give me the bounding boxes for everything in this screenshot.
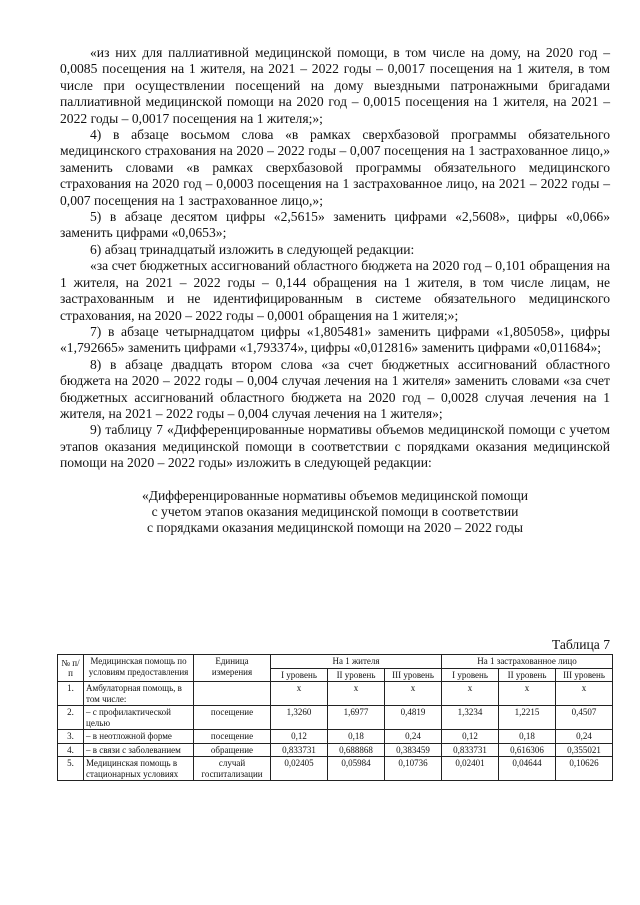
header-per-resident: На 1 жителя [271,655,442,669]
table-title-line: с учетом этапов оказания медицинской помощи в соответствии [151,503,519,519]
header-conditions: Медицинская помощь по условиям предоставления [84,655,194,682]
cell-value: 0,10736 [385,757,442,781]
cell-conditions: – в связи с заболеванием [84,743,194,757]
cell-value: 0,12 [442,730,499,744]
header-level: I уровень [442,668,499,682]
paragraph: «за счет бюджетных ассигнований областного бюджета на 2020 год – 0,101 обращения на 1 жителя, на 2021 – 2022 годы – 0,144 обращения на 1 жителя, в том числе лицам, не застрахованным и не идентифицированным в системе обязательного медицинского страхования, на 2020 – 2022 годы – 0,0001 обращения на 1 жителя;»; [60,258,610,323]
cell-value: 0,02401 [442,757,499,781]
cell-value: 1,2215 [499,706,556,730]
header-num: № п/п [58,655,84,682]
cell-value: 0,24 [556,730,613,744]
cell-value: 0,12 [271,730,328,744]
cell-value: x [385,682,442,706]
header-level: II уровень [499,668,556,682]
paragraph: «из них для паллиативной медицинской помощи, в том числе на дому, на 2020 год – 0,0085 посещения на 1 жителя, на 2021 – 2022 годы – 0,0017 посещения на 1 жителя, в том числе при осуществлении посещений на дому выездными патронажными бригадами паллиативной медицинской помощи на 2020 год – 0,0015 посещения на 1 жителя, на 2021 – 2022 годы – 0,0017 посещения на 1 жителя;»; [60,45,610,126]
cell-value: 0,18 [328,730,385,744]
cell-value: 0,10626 [556,757,613,781]
cell-conditions: – с профилактической целью [84,706,194,730]
cell-num: 3. [58,730,84,744]
table-title [60,488,610,537]
header-level: I уровень [271,668,328,682]
cell-value: 1,3234 [442,706,499,730]
cell-conditions: – в неотложной форме [84,730,194,744]
cell-unit: посещение [194,706,271,730]
cell-value: 0,4819 [385,706,442,730]
table-row [58,743,613,757]
cell-value: 0,833731 [442,743,499,757]
cell-unit: случай госпитализации [194,757,271,781]
cell-value: x [556,682,613,706]
cell-unit [194,682,271,706]
cell-value: 0,383459 [385,743,442,757]
cell-value: 0,02405 [271,757,328,781]
table-title-line: «Дифференцированные нормативы объемов медицинской помощи [141,487,529,503]
table-header-row [58,655,613,669]
table-row [58,757,613,781]
paragraph: 6) абзац тринадцатый изложить в следующей редакции: [90,241,415,257]
paragraph: 8) в абзаце двадцать втором слова «за счет бюджетных ассигнований областного бюджета на 2020 – 2022 годы – 0,004 случая лечения на 1 жителя» заменить словами «за счет бюджетных ассигнований областного бюджета на 2020 год – 0,0028 случая лечения на 1 жителя, на 2021 – 2022 годы – 0,004 случая лечения на 1 жителя»; [60,356,610,421]
table-row [58,682,613,706]
cell-value: 0,05984 [328,757,385,781]
cell-value: 0,18 [499,730,556,744]
table-row [58,706,613,730]
header-unit: Единица измерения [194,655,271,682]
header-level: III уровень [385,668,442,682]
cell-conditions: Амбулаторная помощь, в том числе: [84,682,194,706]
document-body [60,45,610,537]
cell-conditions: Медицинская помощь в стационарных условиях [84,757,194,781]
paragraph: 4) в абзаце восьмом слова «в рамках сверхбазовой программы обязательного медицинского страхования на 2020 – 2022 годы – 0,007 посещения на 1 застрахованное лицо,» заменить словами «в рамках сверхбазовой программы обязательного медицинского страхования на 2020 год – 0,0003 посещения на 1 застрахованное лицо, на 2021 – 2022 годы – 0,007 посещения на 1 застрахованное лицо,»; [60,127,610,208]
cell-value: 0,04644 [499,757,556,781]
cell-unit: обращение [194,743,271,757]
cell-value: 0,688868 [328,743,385,757]
table-title-line: с порядками оказания медицинской помощи на 2020 – 2022 годы [146,520,524,536]
cell-value: 0,833731 [271,743,328,757]
norms-table [57,654,613,781]
cell-value: 0,616306 [499,743,556,757]
paragraph: 7) в абзаце четырнадцатом цифры «1,805481» заменить цифрами «1,805058», цифры «1,792665» заменить цифрами «1,793374», цифры «0,012816» заменить цифрами «0,011684»; [60,323,610,356]
cell-value: x [328,682,385,706]
cell-value: 0,24 [385,730,442,744]
header-per-insured: На 1 застрахованное лицо [442,655,613,669]
paragraph: 5) в абзаце десятом цифры «2,5615» заменить цифрами «2,5608», цифры «0,066» заменить цифрами «0,0653»; [60,209,610,241]
cell-num: 5. [58,757,84,781]
table-label: Таблица 7 [551,637,610,652]
cell-value: 1,3260 [271,706,328,730]
cell-unit: посещение [194,730,271,744]
cell-value: 0,4507 [556,706,613,730]
table-row [58,730,613,744]
cell-value: 1,6977 [328,706,385,730]
cell-value: 0,355021 [556,743,613,757]
cell-num: 2. [58,706,84,730]
cell-value: x [271,682,328,706]
cell-value: x [442,682,499,706]
paragraph: 9) таблицу 7 «Дифференцированные нормативы объемов медицинской помощи с учетом этапов оказания медицинской помощи в соответствии с порядками оказания медицинской помощи на 2020 – 2022 годы» изложить в следующей редакции: [60,422,610,471]
header-level: II уровень [328,668,385,682]
cell-value: x [499,682,556,706]
cell-num: 4. [58,743,84,757]
header-level: III уровень [556,668,613,682]
cell-num: 1. [58,682,84,706]
